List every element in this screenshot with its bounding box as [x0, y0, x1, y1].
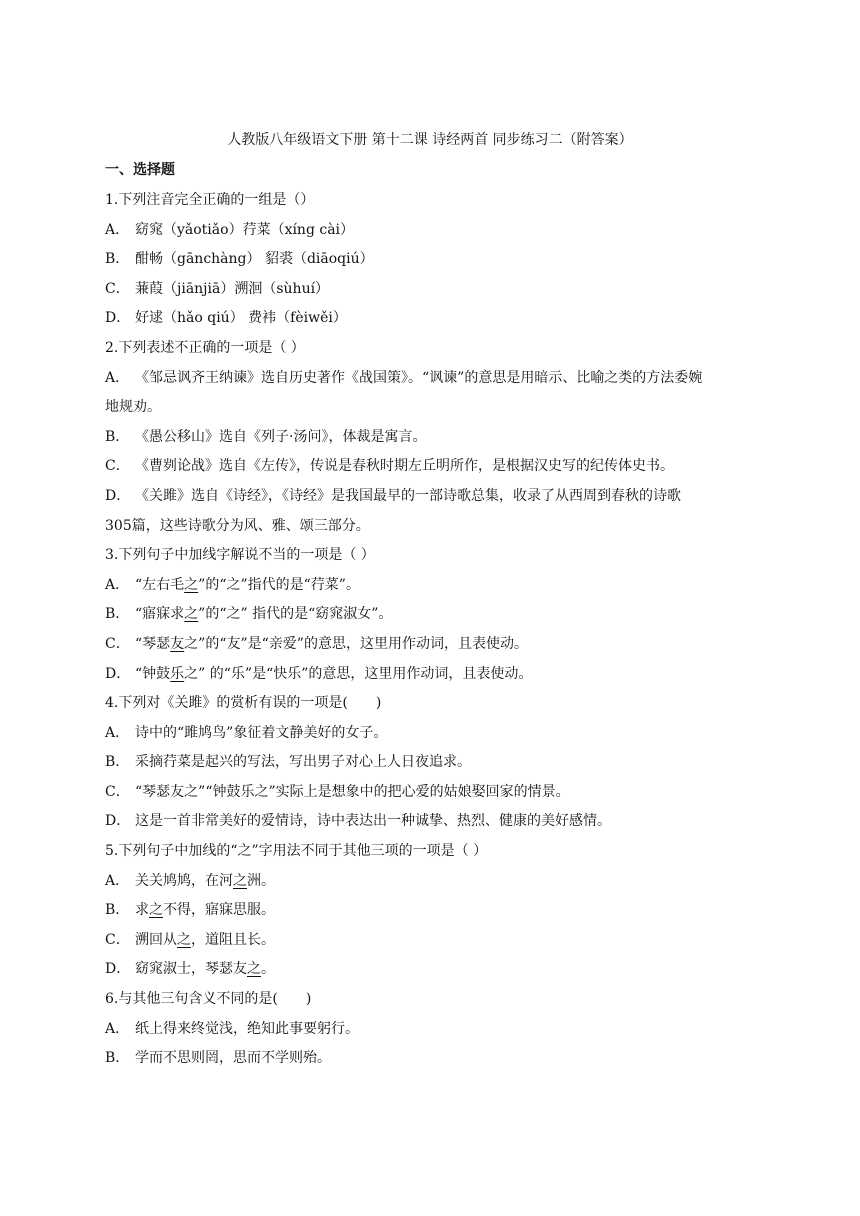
option-label: B． — [105, 251, 130, 268]
answer-option — [105, 364, 761, 394]
option-label: C． — [105, 635, 130, 652]
question-stem: 4.下列对《关雎》的赏析有误的一项是( ) — [105, 695, 382, 712]
option-label: A． — [105, 221, 130, 238]
question-list — [105, 186, 761, 1074]
question-stem: 1.下列注音完全正确的一组是（） — [105, 192, 315, 208]
option-text-after: 洲。 — [247, 872, 275, 889]
option-text-before: “钟鼓 — [135, 665, 171, 682]
answer-option — [105, 955, 761, 985]
answer-option — [105, 452, 761, 482]
option-label: A． — [105, 369, 130, 386]
option-text-before: “琴瑟 — [135, 635, 171, 652]
option-text-before: 关关鸠鸠，在河 — [135, 872, 233, 889]
option-label: C． — [105, 783, 130, 800]
option-text: 窈窕（yǎotiǎo）荇菜（xíng cài） — [135, 221, 355, 238]
answer-option — [105, 778, 761, 808]
option-text: 诗中的“雎鸠鸟”象征着文静美好的女子。 — [135, 724, 388, 741]
option-label: D． — [105, 310, 131, 327]
option-text: 纸上得来终觉浅，绝知此事要躬行。 — [135, 1020, 359, 1037]
option-label: B． — [105, 754, 130, 771]
option-text: 《曹刿论战》选自《左传》，传说是春秋时期左丘明所作，是根据汉史写的纪传体史书。 — [135, 458, 674, 475]
option-text-before: “左右毛 — [135, 576, 185, 593]
answer-option — [105, 216, 761, 246]
answer-option — [105, 630, 761, 660]
option-label: D． — [105, 961, 131, 978]
question-stem: 2.下列表述不正确的一项是（ ） — [105, 339, 305, 356]
option-text: 《邹忌讽齐王纳谏》选自历史著作《战国策》。“讽谏”的意思是用暗示、比喻之类的方法委婉 — [135, 369, 703, 386]
option-text-before: “寤寐求 — [135, 606, 185, 623]
option-text-after: ，道阻且长。 — [191, 931, 275, 948]
answer-option — [105, 423, 761, 453]
underlined-char: 乐 — [170, 665, 185, 682]
answer-option — [105, 1015, 761, 1045]
answer-option — [105, 600, 761, 630]
option-text-before: 求 — [135, 902, 149, 919]
option-text: 好逑（hǎo qiú） 费袆（fèiwěi） — [135, 310, 347, 327]
option-label: C． — [105, 458, 130, 475]
option-label: D． — [105, 813, 131, 830]
option-label: A． — [105, 724, 130, 741]
question-stem: 5.下列句子中加线的“之”字用法不同于其他三项的一项是（ ） — [105, 843, 488, 860]
answer-option — [105, 275, 761, 305]
option-text: 学而不思则罔，思而不学则殆。 — [135, 1050, 331, 1067]
answer-option — [105, 1044, 761, 1074]
option-continuation: 地规劝。 — [105, 399, 161, 416]
underlined-char: 之 — [184, 576, 199, 593]
underlined-char: 之 — [149, 902, 163, 919]
option-text: 酣畅（gānchàng） 貂裘（diāoqiú） — [135, 251, 374, 268]
answer-option — [105, 571, 761, 601]
option-text: 《关雎》选自《诗经》，《诗经》是我国最早的一部诗歌总集，收录了从西周到春秋的诗歌 — [135, 487, 681, 504]
option-text-before: 窈窕淑士，琴瑟友 — [135, 961, 247, 978]
option-text: 蒹葭（jiānjiā）溯洄（sùhuí） — [135, 280, 330, 297]
option-text-after: 。 — [261, 961, 275, 978]
option-label: A． — [105, 576, 130, 593]
option-label: D． — [105, 487, 131, 504]
option-label: A． — [105, 1020, 130, 1037]
option-label: B． — [105, 428, 130, 445]
answer-option — [105, 896, 761, 926]
question-stem: 6.与其他三句含义不同的是( ) — [105, 991, 312, 1008]
option-text: 《愚公移山》选自《列子·汤问》，体裁是寓言。 — [135, 428, 427, 445]
option-text: “琴瑟友之”“钟鼓乐之”实际上是想象中的把心爱的姑娘娶回家的情景。 — [135, 783, 570, 800]
option-continuation: 305篇，这些诗歌分为风、雅、颂三部分。 — [105, 517, 370, 534]
option-label: B． — [105, 1050, 130, 1067]
option-text-before: 溯回从 — [135, 931, 177, 948]
option-label: C． — [105, 280, 130, 297]
option-label: C． — [105, 931, 130, 948]
option-text-after: 不得，寤寐思服。 — [163, 902, 275, 919]
underlined-char: 之 — [184, 606, 199, 623]
answer-option — [105, 807, 761, 837]
section-heading: 一、选择题 — [105, 162, 175, 178]
option-text: 采摘荇菜是起兴的写法，写出男子对心上人日夜追求。 — [135, 754, 471, 771]
underlined-char: 友 — [170, 635, 185, 652]
document-title: 人教版八年级语文下册 第十二课 诗经两首 同步练习二（附答案） — [227, 132, 633, 148]
answer-option — [105, 304, 761, 334]
question-stem: 3.下列句子中加线字解说不当的一项是（ ） — [105, 547, 375, 564]
answer-option — [105, 660, 761, 690]
answer-option — [105, 748, 761, 778]
answer-option — [105, 719, 761, 749]
underlined-char: 之 — [247, 961, 261, 978]
answer-option — [105, 482, 761, 512]
option-label: A． — [105, 872, 130, 889]
option-text-after: 之”的“友”是“亲爱”的意思，这里用作动词，且表使动。 — [184, 635, 528, 652]
option-label: B． — [105, 902, 130, 919]
answer-option — [105, 867, 761, 897]
option-text-after: 之” 的“乐”是“快乐”的意思，这里用作动词，且表使动。 — [184, 665, 533, 682]
option-text-after: ”的“之”指代的是“荇菜”。 — [198, 576, 360, 593]
underlined-char: 之 — [233, 872, 247, 889]
option-text-after: ”的“之” 指代的是“窈窕淑女”。 — [198, 606, 393, 623]
answer-option — [105, 245, 761, 275]
option-label: D． — [105, 665, 131, 682]
option-label: B． — [105, 606, 130, 623]
option-text: 这是一首非常美好的爱情诗，诗中表达出一种诚挚、热烈、健康的美好感情。 — [135, 813, 611, 830]
underlined-char: 之 — [177, 931, 191, 948]
answer-option — [105, 926, 761, 956]
